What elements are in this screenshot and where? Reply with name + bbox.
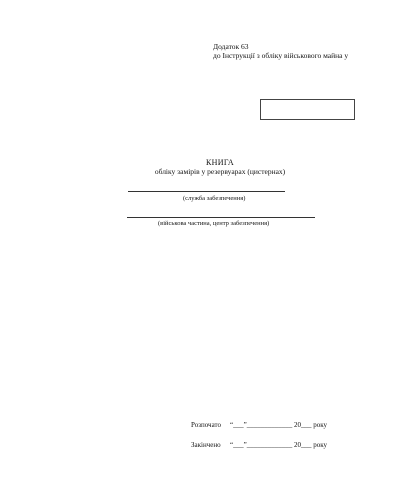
unit-fill-line [127,217,315,218]
started-label: Розпочато [191,421,221,429]
appendix-number: Додаток 63 [213,42,249,51]
appendix-reference [213,42,348,60]
finished-date-blank: “___”_____________ 20___ року [230,441,328,449]
book-title: КНИГА [206,158,234,167]
appendix-instruction: до Інструкції з обліку військового майна у [213,51,349,60]
started-date-blank: “___”_____________ 20___ року [230,421,328,429]
finished-label: Закінчено [191,441,221,449]
book-subtitle: обліку замірів у резервуарах (цистернах) [154,167,286,176]
finished-date-row [191,441,327,450]
started-date-row [191,421,327,430]
unit-caption: (військова частина, центр забезпечення) [158,220,270,227]
service-caption: (служба забезпечення) [183,195,246,202]
registration-box [260,99,355,120]
service-fill-line [128,191,285,192]
